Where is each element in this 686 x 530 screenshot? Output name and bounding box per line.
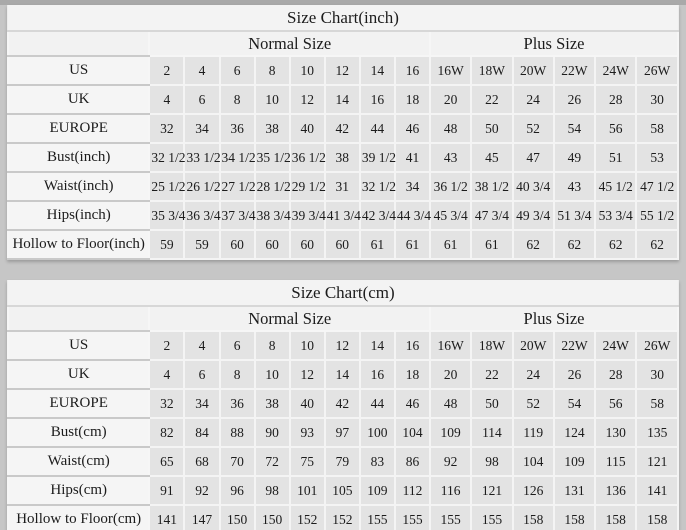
size-cell: 44 [360,389,395,418]
blank-corner-cell [8,31,149,56]
size-cell: 98 [255,476,290,505]
size-row-bust-cm [8,418,678,447]
size-cell: 136 [595,476,636,505]
size-cell: 20W [513,331,554,360]
size-cell: 109 [360,476,395,505]
size-cell: 2 [149,331,184,360]
size-cell: 22W [554,331,595,360]
size-cell: 22 [471,360,512,389]
row-label: US [8,56,149,85]
size-cell: 32 1/2 [360,172,395,201]
blank-corner-cell [8,306,149,331]
table-title-row [8,280,678,306]
size-cell: 158 [513,505,554,530]
row-label: UK [8,360,149,389]
size-cell: 32 [149,114,184,143]
size-cell: 14 [360,331,395,360]
size-cell: 88 [220,418,255,447]
size-cell: 92 [184,476,219,505]
size-cell: 4 [184,331,219,360]
size-cell: 44 [360,114,395,143]
size-cell: 12 [290,360,325,389]
size-cell: 68 [184,447,219,476]
size-row-bust-inch [8,143,678,172]
size-cell: 16 [395,56,430,85]
size-cell: 48 [430,114,471,143]
plus-size-header: Plus Size [430,306,678,331]
size-cell: 46 [395,114,430,143]
size-cell: 42 3/4 [360,201,395,230]
size-cell: 34 [184,114,219,143]
size-row-hollow-to-floor-cm [8,505,678,530]
size-cell: 93 [290,418,325,447]
size-cell: 44 3/4 [395,201,430,230]
normal-size-header: Normal Size [149,31,430,56]
size-cell: 24 [513,360,554,389]
size-cell: 58 [636,389,678,418]
row-label: Waist(inch) [8,172,149,201]
size-cell: 14 [325,85,360,114]
size-row-hips-cm [8,476,678,505]
size-cell: 105 [325,476,360,505]
size-cell: 18W [471,56,512,85]
size-cell: 53 [636,143,678,172]
size-cell: 42 [325,389,360,418]
table-title: Size Chart(inch) [8,5,678,31]
size-cell: 47 3/4 [471,201,512,230]
size-cell: 48 [430,389,471,418]
size-cell: 158 [554,505,595,530]
column-group-row [8,31,678,56]
size-cell: 24 [513,85,554,114]
size-cell: 50 [471,389,512,418]
size-cell: 40 [290,114,325,143]
size-cell: 10 [290,56,325,85]
size-cell: 114 [471,418,512,447]
size-cell: 92 [430,447,471,476]
size-cell: 155 [471,505,512,530]
size-cell: 47 1/2 [636,172,678,201]
size-cell: 8 [255,331,290,360]
size-cell: 96 [220,476,255,505]
size-cell: 18 [395,85,430,114]
size-cell: 12 [325,331,360,360]
row-label: US [8,331,149,360]
size-cell: 104 [395,418,430,447]
size-cell: 52 [513,114,554,143]
size-cell: 150 [220,505,255,530]
size-cell: 55 1/2 [636,201,678,230]
size-cell: 4 [149,85,184,114]
size-cell: 51 [595,143,636,172]
size-cell: 35 3/4 [149,201,184,230]
size-cell: 60 [255,230,290,259]
size-cell: 32 [149,389,184,418]
size-cell: 56 [595,114,636,143]
size-row-europe [8,114,678,143]
size-cell: 10 [290,331,325,360]
size-chart-cm-section [6,280,680,530]
size-cell: 45 [471,143,512,172]
size-cell: 41 3/4 [325,201,360,230]
size-cell: 79 [325,447,360,476]
size-cell: 50 [471,114,512,143]
size-cell: 62 [513,230,554,259]
size-row-uk [8,360,678,389]
size-cell: 40 [290,389,325,418]
column-group-row [8,306,678,331]
size-cell: 60 [290,230,325,259]
size-cell: 98 [471,447,512,476]
size-cell: 62 [554,230,595,259]
size-cell: 36 1/2 [290,143,325,172]
row-label: Hips(cm) [8,476,149,505]
size-cell: 49 [554,143,595,172]
size-cell: 86 [395,447,430,476]
size-cell: 152 [290,505,325,530]
size-cell: 20W [513,56,554,85]
size-cell: 61 [360,230,395,259]
size-cell: 104 [513,447,554,476]
size-cell: 26 [554,360,595,389]
size-cell: 90 [255,418,290,447]
size-cell: 109 [554,447,595,476]
size-cell: 31 [325,172,360,201]
size-cell: 6 [184,360,219,389]
size-cell: 54 [554,389,595,418]
size-cell: 72 [255,447,290,476]
size-cell: 10 [255,360,290,389]
size-cell: 62 [636,230,678,259]
size-cell: 141 [149,505,184,530]
size-cell: 61 [395,230,430,259]
size-cell: 61 [471,230,512,259]
size-cell: 22 [471,85,512,114]
size-cell: 131 [554,476,595,505]
size-row-hollow-to-floor-inch [8,230,678,259]
size-cell: 35 1/2 [255,143,290,172]
size-cell: 25 1/2 [149,172,184,201]
size-cell: 155 [395,505,430,530]
size-cell: 65 [149,447,184,476]
size-cell: 43 [554,172,595,201]
size-cell: 38 [255,389,290,418]
size-cell: 28 [595,85,636,114]
size-cell: 115 [595,447,636,476]
row-label: EUROPE [8,114,149,143]
size-cell: 36 1/2 [430,172,471,201]
row-label: Hips(inch) [8,201,149,230]
size-cell: 82 [149,418,184,447]
size-cell: 16W [430,331,471,360]
size-cell: 116 [430,476,471,505]
table-gap [0,260,686,280]
size-row-uk [8,85,678,114]
table-title-row [8,5,678,31]
size-cell: 97 [325,418,360,447]
size-cell: 4 [149,360,184,389]
size-chart-inch-table [7,5,679,260]
size-cell: 119 [513,418,554,447]
size-cell: 20 [430,360,471,389]
size-cell: 36 [220,389,255,418]
size-cell: 61 [430,230,471,259]
size-cell: 52 [513,389,554,418]
row-label: Hollow to Floor(inch) [8,230,149,259]
size-cell: 26 [554,85,595,114]
row-label: EUROPE [8,389,149,418]
size-cell: 28 [595,360,636,389]
size-cell: 26W [636,56,678,85]
size-cell: 51 3/4 [554,201,595,230]
size-cell: 8 [255,56,290,85]
size-cell: 36 [220,114,255,143]
size-row-us [8,331,678,360]
size-cell: 32 1/2 [149,143,184,172]
size-cell: 28 1/2 [255,172,290,201]
size-cell: 4 [184,56,219,85]
size-cell: 22W [554,56,595,85]
size-row-hips-inch [8,201,678,230]
size-cell: 16 [360,85,395,114]
size-row-europe [8,389,678,418]
size-cell: 39 1/2 [360,143,395,172]
size-cell: 49 3/4 [513,201,554,230]
size-row-waist-inch [8,172,678,201]
size-cell: 121 [471,476,512,505]
size-cell: 14 [360,56,395,85]
size-cell: 101 [290,476,325,505]
size-cell: 84 [184,418,219,447]
size-cell: 46 [395,389,430,418]
size-cell: 6 [184,85,219,114]
size-cell: 10 [255,85,290,114]
size-cell: 54 [554,114,595,143]
size-cell: 109 [430,418,471,447]
size-chart-inch-section [6,5,680,260]
size-cell: 34 [184,389,219,418]
row-label: Waist(cm) [8,447,149,476]
normal-size-header: Normal Size [149,306,430,331]
row-label: Bust(cm) [8,418,149,447]
row-label: Bust(inch) [8,143,149,172]
size-cell: 16W [430,56,471,85]
size-cell: 62 [595,230,636,259]
size-cell: 58 [636,114,678,143]
size-cell: 70 [220,447,255,476]
size-cell: 147 [184,505,219,530]
size-cell: 8 [220,360,255,389]
size-cell: 20 [430,85,471,114]
size-cell: 158 [636,505,678,530]
size-cell: 24W [595,56,636,85]
size-cell: 60 [220,230,255,259]
size-cell: 126 [513,476,554,505]
size-cell: 100 [360,418,395,447]
size-cell: 56 [595,389,636,418]
size-cell: 2 [149,56,184,85]
size-row-waist-cm [8,447,678,476]
size-cell: 30 [636,360,678,389]
size-cell: 34 [395,172,430,201]
size-cell: 24W [595,331,636,360]
size-cell: 34 1/2 [220,143,255,172]
size-cell: 29 1/2 [290,172,325,201]
size-cell: 18 [395,360,430,389]
size-cell: 130 [595,418,636,447]
size-chart-cm-table [7,280,679,530]
size-cell: 53 3/4 [595,201,636,230]
size-cell: 30 [636,85,678,114]
size-cell: 42 [325,114,360,143]
size-cell: 141 [636,476,678,505]
size-cell: 83 [360,447,395,476]
size-cell: 26 1/2 [184,172,219,201]
size-cell: 59 [184,230,219,259]
size-cell: 6 [220,331,255,360]
size-cell: 16 [360,360,395,389]
size-cell: 47 [513,143,554,172]
size-cell: 12 [325,56,360,85]
size-cell: 16 [395,331,430,360]
size-cell: 121 [636,447,678,476]
size-row-us [8,56,678,85]
size-cell: 33 1/2 [184,143,219,172]
size-cell: 14 [325,360,360,389]
size-cell: 155 [430,505,471,530]
size-cell: 38 3/4 [255,201,290,230]
size-cell: 41 [395,143,430,172]
size-cell: 152 [325,505,360,530]
size-cell: 43 [430,143,471,172]
size-cell: 150 [255,505,290,530]
size-cell: 26W [636,331,678,360]
size-cell: 6 [220,56,255,85]
size-cell: 124 [554,418,595,447]
size-cell: 75 [290,447,325,476]
size-cell: 12 [290,85,325,114]
size-cell: 91 [149,476,184,505]
size-cell: 38 [325,143,360,172]
size-cell: 39 3/4 [290,201,325,230]
size-cell: 45 3/4 [430,201,471,230]
size-cell: 38 [255,114,290,143]
size-cell: 37 3/4 [220,201,255,230]
size-cell: 155 [360,505,395,530]
size-cell: 112 [395,476,430,505]
size-cell: 45 1/2 [595,172,636,201]
size-cell: 40 3/4 [513,172,554,201]
size-cell: 59 [149,230,184,259]
size-cell: 60 [325,230,360,259]
size-cell: 158 [595,505,636,530]
size-cell: 135 [636,418,678,447]
size-cell: 8 [220,85,255,114]
size-cell: 38 1/2 [471,172,512,201]
size-cell: 27 1/2 [220,172,255,201]
plus-size-header: Plus Size [430,31,678,56]
size-cell: 18W [471,331,512,360]
size-cell: 36 3/4 [184,201,219,230]
row-label: Hollow to Floor(cm) [8,505,149,530]
row-label: UK [8,85,149,114]
table-title: Size Chart(cm) [8,280,678,306]
